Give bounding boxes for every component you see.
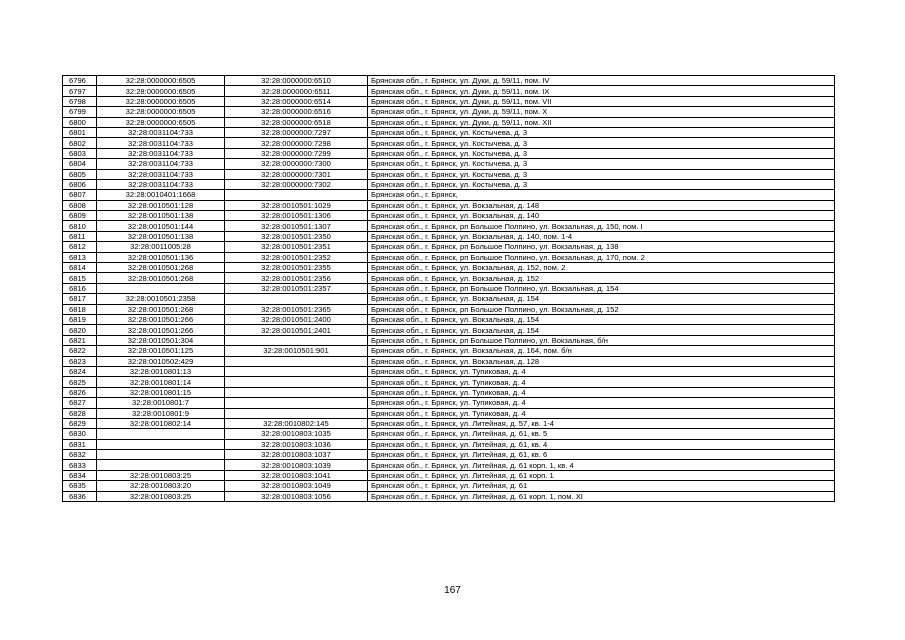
address-cell: Брянская обл., г. Брянск, ул. Тупиковая, д. 4	[368, 366, 835, 376]
land-parcel-number-cell: 32:28:0010802:14	[97, 418, 225, 428]
table-row	[63, 439, 835, 449]
row-number-cell: 6811	[63, 231, 97, 241]
land-parcel-number-cell: 32:28:0031104:733	[97, 148, 225, 158]
address-cell: Брянская обл., г. Брянск, ул. Костычева, д. 3	[368, 159, 835, 169]
table-row	[63, 460, 835, 470]
land-parcel-number-cell: 32:28:0031104:733	[97, 179, 225, 189]
land-parcel-number-cell: 32:28:0010501:138	[97, 211, 225, 221]
address-cell: Брянская обл., г. Брянск, рп Большое Полпино, ул. Вокзальная, д. 152	[368, 304, 835, 314]
land-parcel-number-cell: 32:28:0000000:6505	[97, 117, 225, 127]
row-number-cell: 6802	[63, 138, 97, 148]
address-cell: Брянская обл., г. Брянск, ул. Дуки, д. 59/11, пом. IV	[368, 76, 835, 86]
address-cell: Брянская обл., г. Брянск,	[368, 190, 835, 200]
table-row	[63, 263, 835, 273]
row-number-cell: 6809	[63, 211, 97, 221]
table-row	[63, 221, 835, 231]
object-cadastral-number-cell: 32:28:0010803:1035	[225, 429, 368, 439]
row-number-cell: 6833	[63, 460, 97, 470]
land-parcel-number-cell: 32:28:0031104:733	[97, 138, 225, 148]
address-cell: Брянская обл., г. Брянск, ул. Вокзальная, д. 152	[368, 273, 835, 283]
land-parcel-number-cell: 32:28:0000000:6505	[97, 96, 225, 106]
land-parcel-number-cell: 32:28:0010501:136	[97, 252, 225, 262]
row-number-cell: 6805	[63, 169, 97, 179]
address-cell: Брянская обл., г. Брянск, ул. Литейная, д. 61, кв. 4	[368, 439, 835, 449]
object-cadastral-number-cell: 32:28:0010802:145	[225, 418, 368, 428]
object-cadastral-number-cell	[225, 366, 368, 376]
address-cell: Брянская обл., г. Брянск, рп Большое Полпино, ул. Вокзальная, д. 170, пом. 2	[368, 252, 835, 262]
row-number-cell: 6828	[63, 408, 97, 418]
row-number-cell: 6813	[63, 252, 97, 262]
address-cell: Брянская обл., г. Брянск, ул. Дуки, д. 59/11, пом. X	[368, 107, 835, 117]
table-row	[63, 366, 835, 376]
row-number-cell: 6831	[63, 439, 97, 449]
address-cell: Брянская обл., г. Брянск, ул. Костычева, д. 3	[368, 169, 835, 179]
object-cadastral-number-cell: 32:28:0010803:1041	[225, 470, 368, 480]
address-cell: Брянская обл., г. Брянск, рп Большое Полпино, ул. Вокзальная, д. 150, пом. I	[368, 221, 835, 231]
land-parcel-number-cell: 32:28:0010501:144	[97, 221, 225, 231]
row-number-cell: 6835	[63, 481, 97, 491]
object-cadastral-number-cell: 32:28:0010501:901	[225, 346, 368, 356]
address-cell: Брянская обл., г. Брянск, ул. Тупиковая, д. 4	[368, 398, 835, 408]
address-cell: Брянская обл., г. Брянск, рп Большое Полпино, ул. Вокзальная, б/н	[368, 335, 835, 345]
address-cell: Брянская обл., г. Брянск, ул. Литейная, д. 57, кв. 1-4	[368, 418, 835, 428]
object-cadastral-number-cell: 32:28:0010501:1306	[225, 211, 368, 221]
row-number-cell: 6819	[63, 314, 97, 324]
address-cell: Брянская обл., г. Брянск, ул. Дуки, д. 59/11, пом. XII	[368, 117, 835, 127]
address-cell: Брянская обл., г. Брянск, ул. Тупиковая, д. 4	[368, 387, 835, 397]
table-row	[63, 231, 835, 241]
land-parcel-number-cell	[97, 429, 225, 439]
table-row	[63, 127, 835, 137]
row-number-cell: 6816	[63, 283, 97, 293]
row-number-cell: 6821	[63, 335, 97, 345]
object-cadastral-number-cell	[225, 387, 368, 397]
address-cell: Брянская обл., г. Брянск, ул. Вокзальная, д. 140, пом. 1-4	[368, 231, 835, 241]
table-row	[63, 429, 835, 439]
table-row	[63, 148, 835, 158]
object-cadastral-number-cell: 32:28:0010501:2357	[225, 283, 368, 293]
object-cadastral-number-cell: 32:28:0010501:2350	[225, 231, 368, 241]
row-number-cell: 6827	[63, 398, 97, 408]
object-cadastral-number-cell: 32:28:0010501:2355	[225, 263, 368, 273]
table-row	[63, 377, 835, 387]
land-parcel-number-cell: 32:28:0011005:28	[97, 242, 225, 252]
object-cadastral-number-cell: 32:28:0010501:2351	[225, 242, 368, 252]
land-parcel-number-cell	[97, 283, 225, 293]
land-parcel-number-cell: 32:28:0031104:733	[97, 159, 225, 169]
address-cell: Брянская обл., г. Брянск, ул. Литейная, д. 61	[368, 481, 835, 491]
object-cadastral-number-cell	[225, 335, 368, 345]
land-parcel-number-cell: 32:28:0010801:15	[97, 387, 225, 397]
object-cadastral-number-cell: 32:28:0000000:7298	[225, 138, 368, 148]
table-row	[63, 211, 835, 221]
table-row	[63, 76, 835, 86]
land-parcel-number-cell: 32:28:0010803:25	[97, 470, 225, 480]
row-number-cell: 6834	[63, 470, 97, 480]
land-parcel-number-cell: 32:28:0010502:429	[97, 356, 225, 366]
object-cadastral-number-cell: 32:28:0000000:6511	[225, 86, 368, 96]
row-number-cell: 6804	[63, 159, 97, 169]
address-cell: Брянская обл., г. Брянск, ул. Литейная, д. 61, кв. 5	[368, 429, 835, 439]
address-cell: Брянская обл., г. Брянск, ул. Костычева, д. 3	[368, 148, 835, 158]
object-cadastral-number-cell: 32:28:0000000:6514	[225, 96, 368, 106]
object-cadastral-number-cell: 32:28:0010803:1039	[225, 460, 368, 470]
object-cadastral-number-cell	[225, 398, 368, 408]
row-number-cell: 6820	[63, 325, 97, 335]
table-row	[63, 356, 835, 366]
land-parcel-number-cell: 32:28:0010501:2358	[97, 294, 225, 304]
table-row	[63, 117, 835, 127]
land-parcel-number-cell: 32:28:0010501:304	[97, 335, 225, 345]
address-cell: Брянская обл., г. Брянск, ул. Вокзальная, д. 148	[368, 200, 835, 210]
row-number-cell: 6806	[63, 179, 97, 189]
row-number-cell: 6830	[63, 429, 97, 439]
table-row	[63, 450, 835, 460]
object-cadastral-number-cell: 32:28:0010803:1036	[225, 439, 368, 449]
object-cadastral-number-cell: 32:28:0000000:7299	[225, 148, 368, 158]
table-row	[63, 325, 835, 335]
land-parcel-number-cell: 32:28:0010501:128	[97, 200, 225, 210]
address-cell: Брянская обл., г. Брянск, ул. Литейная, д. 61 корп. 1	[368, 470, 835, 480]
land-parcel-number-cell: 32:28:0010801:7	[97, 398, 225, 408]
row-number-cell: 6799	[63, 107, 97, 117]
row-number-cell: 6814	[63, 263, 97, 273]
row-number-cell: 6807	[63, 190, 97, 200]
land-parcel-number-cell: 32:28:0000000:6505	[97, 76, 225, 86]
object-cadastral-number-cell	[225, 190, 368, 200]
object-cadastral-number-cell	[225, 294, 368, 304]
land-parcel-number-cell: 32:28:0010801:9	[97, 408, 225, 418]
table-row	[63, 190, 835, 200]
address-cell: Брянская обл., г. Брянск, ул. Литейная, д. 61 корп. 1, пом. XI	[368, 491, 835, 501]
land-parcel-number-cell: 32:28:0010401:1668	[97, 190, 225, 200]
address-cell: Брянская обл., г. Брянск, рп Большое Полпино, ул. Вокзальная, д. 138	[368, 242, 835, 252]
row-number-cell: 6832	[63, 450, 97, 460]
address-cell: Брянская обл., г. Брянск, ул. Вокзальная, д. 152, пом. 2	[368, 263, 835, 273]
table-row	[63, 491, 835, 501]
row-number-cell: 6817	[63, 294, 97, 304]
row-number-cell: 6825	[63, 377, 97, 387]
row-number-cell: 6812	[63, 242, 97, 252]
object-cadastral-number-cell: 32:28:0000000:7301	[225, 169, 368, 179]
address-cell: Брянская обл., г. Брянск, ул. Костычева, д. 3	[368, 179, 835, 189]
row-number-cell: 6815	[63, 273, 97, 283]
row-number-cell: 6808	[63, 200, 97, 210]
address-cell: Брянская обл., г. Брянск, ул. Дуки, д. 59/11, пом. VII	[368, 96, 835, 106]
address-cell: Брянская обл., г. Брянск, ул. Костычева, д. 3	[368, 138, 835, 148]
object-cadastral-number-cell: 32:28:0000000:6510	[225, 76, 368, 86]
object-cadastral-number-cell: 32:28:0010803:1037	[225, 450, 368, 460]
table-row	[63, 346, 835, 356]
table-row	[63, 96, 835, 106]
row-number-cell: 6797	[63, 86, 97, 96]
object-cadastral-number-cell: 32:28:0000000:6516	[225, 107, 368, 117]
row-number-cell: 6823	[63, 356, 97, 366]
address-cell: Брянская обл., г. Брянск, ул. Костычева, д. 3	[368, 127, 835, 137]
address-cell: Брянская обл., г. Брянск, ул. Дуки, д. 59/11, пом. IX	[368, 86, 835, 96]
table-row	[63, 138, 835, 148]
table-row	[63, 470, 835, 480]
land-parcel-number-cell: 32:28:0010501:266	[97, 314, 225, 324]
table-row	[63, 387, 835, 397]
object-cadastral-number-cell: 32:28:0010501:2401	[225, 325, 368, 335]
row-number-cell: 6810	[63, 221, 97, 231]
table-row	[63, 273, 835, 283]
row-number-cell: 6796	[63, 76, 97, 86]
table-row	[63, 159, 835, 169]
table-row	[63, 314, 835, 324]
table-row	[63, 408, 835, 418]
row-number-cell: 6824	[63, 366, 97, 376]
address-cell: Брянская обл., г. Брянск, рп Большое Полпино, ул. Вокзальная, д. 154	[368, 283, 835, 293]
table-row	[63, 398, 835, 408]
land-parcel-number-cell: 32:28:0000000:6505	[97, 86, 225, 96]
object-cadastral-number-cell: 32:28:0010501:1307	[225, 221, 368, 231]
land-parcel-number-cell: 32:28:0010501:268	[97, 263, 225, 273]
row-number-cell: 6829	[63, 418, 97, 428]
row-number-cell: 6822	[63, 346, 97, 356]
table-row	[63, 304, 835, 314]
address-cell: Брянская обл., г. Брянск, ул. Литейная, д. 61, кв. 6	[368, 450, 835, 460]
address-cell: Брянская обл., г. Брянск, ул. Вокзальная, д. 154	[368, 314, 835, 324]
object-cadastral-number-cell	[225, 356, 368, 366]
table-row	[63, 283, 835, 293]
object-cadastral-number-cell: 32:28:0010803:1049	[225, 481, 368, 491]
object-cadastral-number-cell: 32:28:0010501:2365	[225, 304, 368, 314]
object-cadastral-number-cell: 32:28:0000000:7297	[225, 127, 368, 137]
address-cell: Брянская обл., г. Брянск, ул. Литейная, д. 61 корп. 1, кв. 4	[368, 460, 835, 470]
table-row	[63, 242, 835, 252]
land-parcel-number-cell: 32:28:0010501:138	[97, 231, 225, 241]
row-number-cell: 6803	[63, 148, 97, 158]
cadastral-table	[62, 75, 835, 502]
land-parcel-number-cell: 32:28:0010501:125	[97, 346, 225, 356]
land-parcel-number-cell: 32:28:0010803:20	[97, 481, 225, 491]
page-number: 167	[444, 585, 461, 596]
table-row	[63, 169, 835, 179]
row-number-cell: 6800	[63, 117, 97, 127]
row-number-cell: 6798	[63, 96, 97, 106]
address-cell: Брянская обл., г. Брянск, ул. Тупиковая, д. 4	[368, 377, 835, 387]
address-cell: Брянская обл., г. Брянск, ул. Вокзальная, д. 164, пом. б/н	[368, 346, 835, 356]
land-parcel-number-cell: 32:28:0010501:268	[97, 304, 225, 314]
table-row	[63, 294, 835, 304]
address-cell: Брянская обл., г. Брянск, ул. Вокзальная, д. 128	[368, 356, 835, 366]
table-row	[63, 179, 835, 189]
land-parcel-number-cell: 32:28:0000000:6505	[97, 107, 225, 117]
table-row	[63, 107, 835, 117]
object-cadastral-number-cell: 32:28:0000000:7300	[225, 159, 368, 169]
land-parcel-number-cell	[97, 450, 225, 460]
object-cadastral-number-cell: 32:28:0000000:6518	[225, 117, 368, 127]
object-cadastral-number-cell: 32:28:0010803:1056	[225, 491, 368, 501]
land-parcel-number-cell: 32:28:0010803:25	[97, 491, 225, 501]
land-parcel-number-cell	[97, 460, 225, 470]
object-cadastral-number-cell: 32:28:0010501:2356	[225, 273, 368, 283]
land-parcel-number-cell: 32:28:0010801:13	[97, 366, 225, 376]
object-cadastral-number-cell	[225, 377, 368, 387]
object-cadastral-number-cell: 32:28:0010501:1029	[225, 200, 368, 210]
object-cadastral-number-cell: 32:28:0010501:2352	[225, 252, 368, 262]
address-cell: Брянская обл., г. Брянск, ул. Вокзальная, д. 140	[368, 211, 835, 221]
address-cell: Брянская обл., г. Брянск, ул. Тупиковая, д. 4	[368, 408, 835, 418]
table-row	[63, 86, 835, 96]
table-row	[63, 335, 835, 345]
object-cadastral-number-cell: 32:28:0010501:2400	[225, 314, 368, 324]
row-number-cell: 6818	[63, 304, 97, 314]
land-parcel-number-cell: 32:28:0010501:266	[97, 325, 225, 335]
object-cadastral-number-cell	[225, 408, 368, 418]
row-number-cell: 6836	[63, 491, 97, 501]
row-number-cell: 6826	[63, 387, 97, 397]
land-parcel-number-cell: 32:28:0010801:14	[97, 377, 225, 387]
address-cell: Брянская обл., г. Брянск, ул. Вокзальная, д. 154	[368, 294, 835, 304]
land-parcel-number-cell: 32:28:0031104:733	[97, 127, 225, 137]
table-row	[63, 200, 835, 210]
land-parcel-number-cell	[97, 439, 225, 449]
land-parcel-number-cell: 32:28:0010501:268	[97, 273, 225, 283]
table-row	[63, 418, 835, 428]
table-row	[63, 481, 835, 491]
table-row	[63, 252, 835, 262]
address-cell: Брянская обл., г. Брянск, ул. Вокзальная, д. 154	[368, 325, 835, 335]
land-parcel-number-cell: 32:28:0031104:733	[97, 169, 225, 179]
object-cadastral-number-cell: 32:28:0000000:7302	[225, 179, 368, 189]
table-body	[63, 76, 835, 502]
row-number-cell: 6801	[63, 127, 97, 137]
